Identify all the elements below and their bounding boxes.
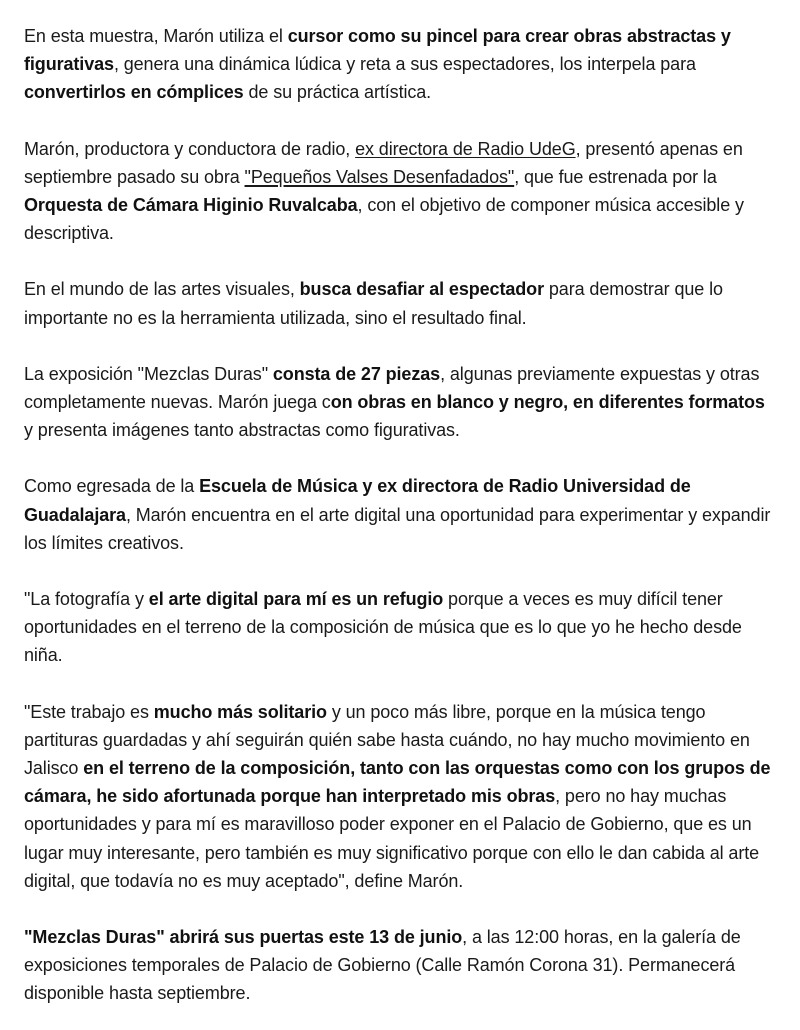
text: y presenta imágenes tanto abstractas como figurativas. [24,420,460,441]
link-radio-udeg[interactable]: ex directora de Radio UdeG [355,138,576,159]
text: Como egresada de la [24,476,200,497]
bold-text: consta de 27 piezas [272,363,441,384]
text: para demostrar que lo importante no es la herramienta utilizada, sino el resultado final. [24,279,723,328]
text: "La fotografía y [24,589,149,610]
paragraph-1 [24,22,776,107]
paragraph-8 [24,923,776,1008]
paragraph-7 [24,698,776,895]
text: La exposición "Mezclas Duras" [24,363,273,384]
bold-text: on obras en blanco y negro, en diferentes formatos [330,392,765,413]
bold-text: cursor como su pincel para crear obras abstractas y figurativas [24,26,731,75]
text: En esta muestra, Marón utiliza el [24,26,288,46]
text: porque a veces es muy difícil tener oportunidades en el terreno de la composición de música que es lo que yo he hecho desde niña. [24,589,742,666]
text: , Marón encuentra en el arte digital una oportunidad para experimentar y expandir los límites creativos. [24,504,771,553]
text: , presentó apenas en septiembre pasado su obra [24,138,743,187]
bold-text: mucho más solitario [153,701,327,722]
bold-text: el arte digital para mí es un refugio [148,589,444,610]
bold-text: Orquesta de Cámara Higinio Ruvalcaba [24,195,358,216]
bold-text: en el terreno de la composición, tanto con las orquestas como con los grupos de cámara, he sido afortunada porque han interpretado mis obras [24,758,771,807]
text: Marón, productora y conductora de radio, [24,138,356,159]
text: , a las 12:00 horas, en la galería de exposiciones temporales de Palacio de Gobierno (Calle Ramón Corona 31). Permanecerá disponible hasta septiembre. [24,927,741,1004]
paragraph-2 [24,135,776,248]
paragraph-3 [24,275,776,331]
bold-text: busca desafiar al espectador [299,279,544,300]
link-pequenos-valses[interactable]: "Pequeños Valses Desenfadados" [244,166,515,187]
bold-text: Escuela de Música y ex directora de Radio Universidad de Guadalajara [24,476,691,525]
text: En el mundo de las artes visuales, [24,279,300,300]
text: , pero no hay muchas oportunidades y para mí es maravilloso poder exponer en el Palacio de Gobierno, que es un lugar muy interesante, pero también es muy significativo porque con ello le dan cabida al arte digital, que todavía no es muy aceptado", define Marón. [24,786,760,891]
paragraph-6 [24,585,776,670]
text: , que fue estrenada por la [514,166,717,187]
text: , con el objetivo de componer música accesible y descriptiva. [24,195,744,244]
text: y un poco más libre, porque en la música tengo partituras guardadas y ahí seguirán quién sabe hasta cuándo, no hay mucho movimiento en Jalisco [24,701,750,779]
bold-text: "Mezclas Duras" abrirá sus puertas este 13 de junio [24,927,463,948]
text: de su práctica artística. [243,82,432,103]
text: , algunas previamente expuestas y otras completamente nuevas. Marón juega c [24,363,760,413]
text: , genera una dinámica lúdica y reta a sus espectadores, los interpela para [113,54,696,75]
paragraph-5 [24,472,776,557]
bold-text: convertirlos en cómplices [24,82,244,103]
paragraph-4 [24,360,776,445]
text: "Este trabajo es [24,701,154,722]
